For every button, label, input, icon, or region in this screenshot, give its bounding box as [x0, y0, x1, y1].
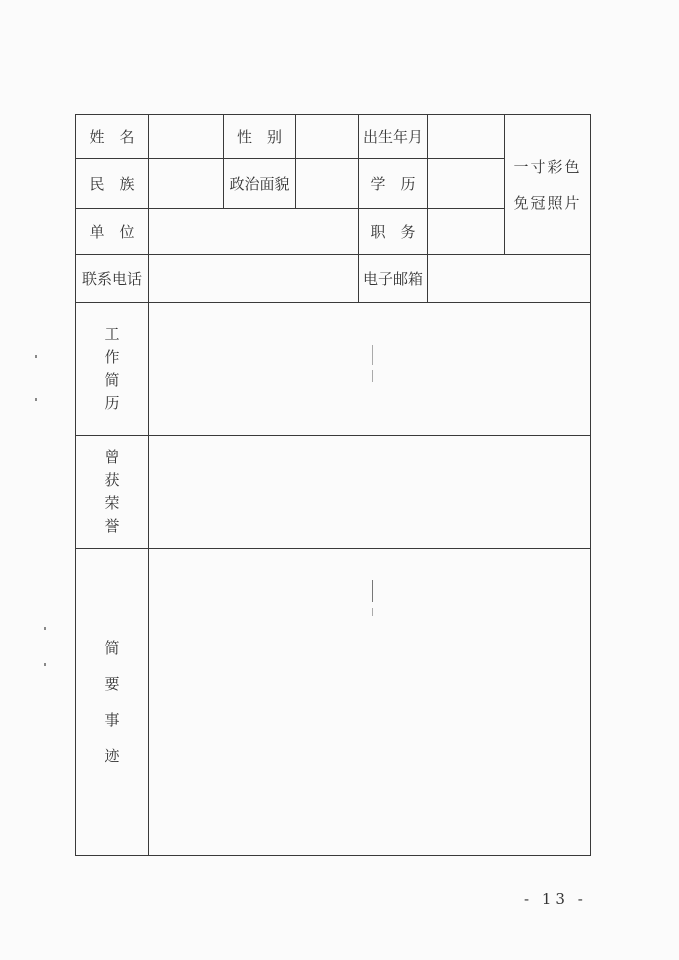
- work-history-label: [76, 303, 149, 436]
- row-honors: [76, 436, 591, 549]
- ethnicity-label: 民 族: [76, 159, 149, 209]
- row-contact: [76, 255, 591, 303]
- position-label: 职 务: [359, 209, 428, 255]
- gender-label: 性 别: [224, 115, 296, 159]
- photo-label-line1: 一寸彩色: [513, 157, 582, 176]
- phone-label: 联系电话: [76, 255, 149, 303]
- gender-value-cell[interactable]: [296, 115, 359, 159]
- political-value-cell[interactable]: [296, 159, 359, 209]
- unit-label: 单 位: [76, 209, 149, 255]
- work-history-char: 简: [104, 371, 120, 389]
- scan-artifact: [372, 608, 373, 616]
- position-value-cell[interactable]: [428, 209, 505, 255]
- honors-char: 荣: [104, 494, 120, 512]
- scan-dot: [44, 663, 46, 666]
- ethnicity-value-cell[interactable]: [149, 159, 224, 209]
- scan-dot: [35, 398, 37, 401]
- deeds-char: 简: [104, 639, 120, 657]
- scan-artifact: [372, 370, 373, 382]
- name-value-cell[interactable]: [149, 115, 224, 159]
- scan-dot: [35, 355, 37, 358]
- page-number: - 13 -: [524, 890, 587, 908]
- honors-char: 获: [104, 471, 120, 489]
- work-history-char: 工: [104, 325, 120, 343]
- work-history-char: 作: [104, 348, 120, 366]
- education-value-cell[interactable]: [428, 159, 505, 209]
- scan-dot: [44, 627, 46, 630]
- phone-value-cell[interactable]: [149, 255, 359, 303]
- education-label: 学 历: [359, 159, 428, 209]
- political-label: 政治面貌: [224, 159, 296, 209]
- deeds-label: [76, 549, 149, 856]
- email-label: 电子邮箱: [359, 255, 428, 303]
- scan-artifact: [372, 345, 373, 365]
- honors-value-cell[interactable]: [149, 436, 591, 549]
- honors-label: [76, 436, 149, 549]
- honors-char: 曾: [104, 448, 120, 466]
- deeds-value-cell[interactable]: [149, 549, 591, 856]
- honors-char: 誉: [104, 517, 120, 535]
- deeds-char: 事: [104, 711, 120, 729]
- photo-box[interactable]: [505, 115, 591, 255]
- photo-label-line2: 免冠照片: [513, 193, 582, 212]
- row-work-history: [76, 303, 591, 436]
- row-deeds: [76, 549, 591, 856]
- work-history-value-cell[interactable]: [149, 303, 591, 436]
- birth-label: 出生年月: [359, 115, 428, 159]
- deeds-char: 要: [104, 675, 120, 693]
- work-history-char: 历: [104, 394, 120, 412]
- email-value-cell[interactable]: [428, 255, 591, 303]
- scan-artifact: [372, 580, 373, 602]
- name-label: 姓 名: [76, 115, 149, 159]
- row-name: [76, 115, 591, 159]
- registration-form-table: [75, 114, 591, 856]
- unit-value-cell[interactable]: [149, 209, 359, 255]
- deeds-char: 迹: [104, 747, 120, 765]
- birth-value-cell[interactable]: [428, 115, 505, 159]
